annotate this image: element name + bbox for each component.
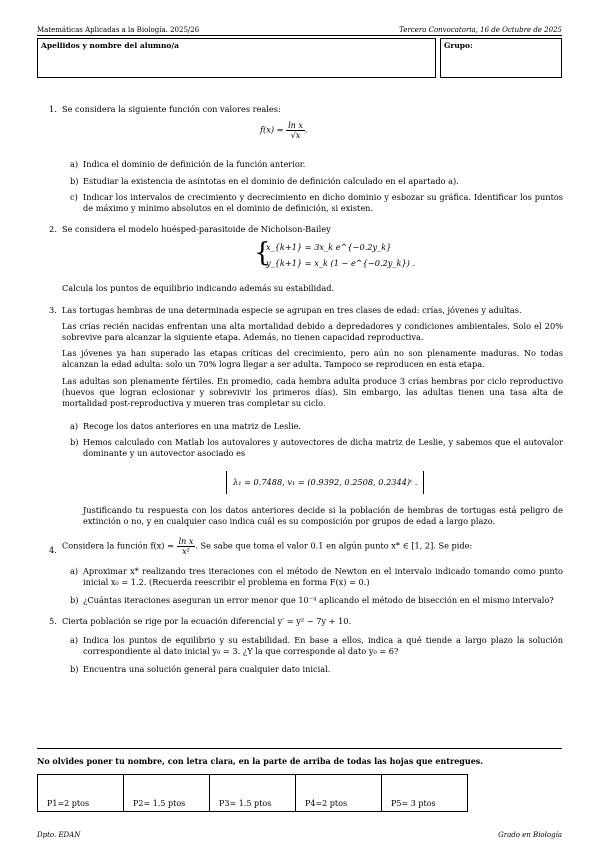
problem-intro: [62, 537, 563, 556]
paragraph: Las tortugas hembras de una determinada especie se agrupan en tres clases de edad: crías, jóvenes y adultas.: [62, 305, 522, 315]
formula-lhs: f(x) =: [260, 124, 284, 135]
item-text: Recoge los datos anteriores en una matriz de Leslie.: [83, 421, 302, 431]
points-cell: P4=2 ptos: [296, 775, 382, 812]
problem-intro: Cierta población se rige por la ecuación diferencial y′ = y² − 7y + 10.: [62, 616, 352, 626]
item-text: Aproximar x* realizando tres iteraciones con el método de Newton en el intervalo indicado tomando como punto inicial x₀ = 1.2. (Recuerda reescribir el problema en forma F(x) = 0.): [83, 566, 563, 587]
item-text: Encuentra una solución general para cualquier dato inicial.: [83, 664, 331, 674]
intro-text: Considera la función f(x) =: [62, 540, 174, 551]
problem-number: 5.: [49, 616, 57, 626]
paragraph: Las jóvenes ya han superado las etapas críticas del crecimiento, pero aún no son plenamente maduras. No todas alcanzan la edad adulta: solo un 70% logra llegar a ser adulta. Tampoco se reproducen en esta etapa.: [62, 348, 563, 369]
points-cell: P5= 3 ptos: [382, 775, 468, 812]
formula-fraction: [177, 537, 196, 556]
header-exam-date: Tercera Convocatoria, 16 de Octubre de 2025: [399, 26, 562, 34]
paragraph: Las crías recién nacidas enfrentan una alta mortalidad debido a depredadores y condiciones ambientales. Solo el 20% sobrevive para alcanzar la siguiente etapa. Además, no tienen capacidad reproductiva.: [62, 321, 563, 342]
eigen-result-box: λ₁ = 0.7488, v₁ = (0.9392, 0.2508, 0.2344)ᵗ .: [226, 471, 424, 494]
points-table: [37, 774, 468, 812]
formula-denominator: √x: [290, 131, 301, 140]
item-label: b): [70, 176, 79, 186]
item-conclusion: Justificando tu respuesta con los datos anteriores decide si la población de hembras de tortugas está peligro de extinción o no, y en cualquier caso indica cuál es su composición por grupos de edad a largo plazo.: [83, 505, 563, 526]
item-label: a): [70, 421, 79, 431]
item-label: a): [70, 159, 79, 169]
problem-number: 3.: [49, 305, 57, 315]
student-name-label: Apellidos y nombre del alumno/a: [41, 41, 180, 50]
item-text: Hemos calculado con Matlab los autovalores y autovectores de dicha matriz de Leslie, y sabemos que el autovalor dominante y un autovector asociado es: [83, 437, 563, 458]
system-equation-1: x_{k+1} = 3x_k e^{−0.2y_k}: [266, 242, 392, 252]
formula-numerator: ln x: [288, 121, 303, 130]
group-box[interactable]: [440, 38, 562, 78]
footer-degree: Grado en Biología: [498, 831, 562, 839]
item-label: a): [70, 566, 79, 576]
group-label: Grupo:: [444, 41, 473, 50]
item-text: Indicar los intervalos de crecimiento y decrecimiento en dicho dominio y esbozar su gráfica. Identificar los puntos de máximo y mínimo absolutos en el dominio de definición, si existen.: [83, 192, 563, 213]
item-label: a): [70, 635, 79, 645]
formula-end: .: [304, 124, 308, 135]
reminder-rule: [37, 748, 562, 749]
problem-intro: Se considera la siguiente función con valores reales:: [62, 104, 281, 114]
intro-text: . Se sabe que toma el valor 0.1 en algún punto x* ∈ [1, 2]. Se pide:: [195, 540, 473, 551]
points-cell: P3= 1.5 ptos: [210, 775, 296, 812]
footer-department: Dpto. EDAN: [37, 831, 81, 839]
item-text: Estudiar la existencia de asíntotas en el dominio de definición calculado en el apartado a).: [83, 176, 459, 186]
header-rule: [37, 35, 562, 36]
system-brace: {: [254, 238, 271, 268]
item-text: ¿Cuántas iteraciones aseguran un error menor que 10⁻⁴ aplicando el método de bisección en el mismo intervalo?: [83, 595, 554, 605]
reminder-text: No olvides poner tu nombre, con letra clara, en la parte de arriba de todas las hojas que entregues.: [37, 756, 484, 766]
formula-numerator: ln x: [178, 537, 194, 546]
item-text: Indica el dominio de definición de la función anterior.: [83, 159, 306, 169]
problem-number: 4.: [49, 545, 57, 555]
item-text: Indica los puntos de equilibrio y su estabilidad. En base a ellos, indica a qué tiende a largo plazo la solución correspondiente al dato inicial y₀ = 3. ¿Y la que corresponde al dato y₀ = 6?: [83, 635, 563, 656]
problem-number: 2.: [49, 224, 57, 234]
formula-fraction: [286, 121, 305, 140]
points-cell: P1=2 ptos: [38, 775, 124, 812]
item-label: b): [70, 595, 79, 605]
student-name-box[interactable]: [37, 38, 436, 78]
points-cell: P2= 1.5 ptos: [124, 775, 210, 812]
item-label: b): [70, 437, 79, 447]
paragraph: Las adultas son plenamente fértiles. En promedio, cada hembra adulta produce 3 crías hembras por ciclo reproductivo (huevos que logran eclosionar y sobrevivir los primeros días). Sin embargo, las adultas tienen una tasa alta de mortalidad post-reproductiva y mueren tras completar su ciclo.: [62, 376, 563, 408]
header-course: Matemáticas Aplicadas a la Biología. 2025/26: [37, 26, 200, 34]
problem-outro: Calcula los puntos de equilibrio indicando además su estabilidad.: [62, 283, 335, 293]
problem-intro: Se considera el modelo huésped-parasitoide de Nicholson-Bailey: [62, 224, 331, 234]
system-equation-2: y_{k+1} = x_k (1 − e^{−0.2y_k}) .: [266, 258, 416, 268]
item-label: c): [70, 192, 78, 202]
item-label: b): [70, 664, 79, 674]
formula-f: [260, 121, 360, 140]
formula-denominator: x²: [182, 547, 190, 556]
problem-number: 1.: [49, 104, 57, 114]
